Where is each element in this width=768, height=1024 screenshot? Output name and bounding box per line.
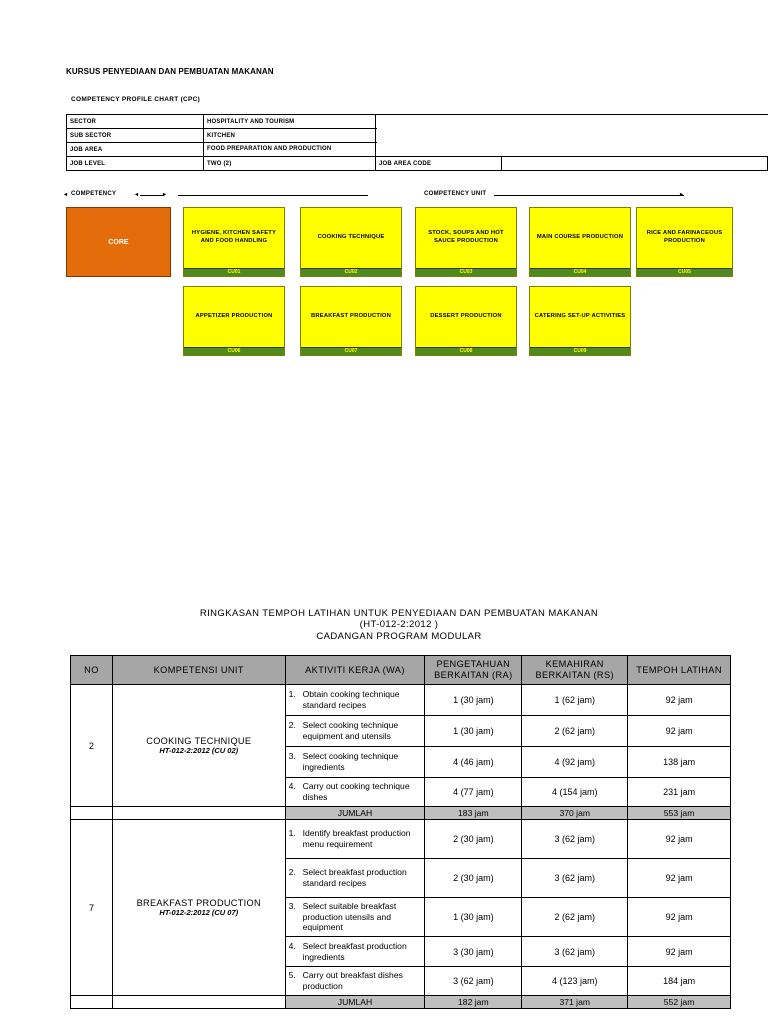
- unit-code: CU07: [301, 347, 401, 355]
- ra-cell: 1 (30 jam): [425, 716, 522, 747]
- jumlah-ra: 183 jam: [425, 807, 522, 820]
- course-title: KURSUS PENYEDIAAN DAN PEMBUATAN MAKANAN: [66, 67, 274, 76]
- unit-code: CU03: [416, 268, 516, 276]
- activity-cell: [285, 859, 425, 898]
- info-blank: [376, 129, 768, 143]
- blank-cell: [112, 996, 285, 1009]
- right-arrow-icon: ▸: [680, 192, 684, 198]
- unit-code: CU08: [416, 347, 516, 355]
- unit-name: DESSERT PRODUCTION: [430, 313, 502, 320]
- unit-code: CU09: [530, 347, 630, 355]
- jumlah-total: 553 jam: [628, 807, 731, 820]
- blank-cell: [71, 807, 113, 820]
- activity-cell: [285, 747, 425, 778]
- activity-number: 2.: [288, 720, 296, 731]
- summary-subtitle: CADANGAN PROGRAM MODULAR: [316, 631, 482, 642]
- rs-cell: 4 (123 jam): [522, 967, 628, 996]
- left-arrow-icon: ◂: [135, 192, 139, 198]
- jumlah-label: JUMLAH: [285, 807, 425, 820]
- chart-title: COMPETENCY PROFILE CHART (CPC): [71, 96, 201, 103]
- blank-cell: [112, 807, 285, 820]
- rs-cell: 3 (62 jam): [522, 820, 628, 859]
- info-blank: [376, 143, 768, 157]
- blank-cell: [71, 996, 113, 1009]
- unit-code: HT-012-2:2012 (CU 07): [159, 908, 239, 917]
- activity-text: Obtain cooking technique standard recipes: [302, 689, 400, 710]
- activity-number: 1.: [288, 828, 296, 839]
- jumlah-label: JUMLAH: [285, 996, 425, 1009]
- arrow-line: [140, 195, 164, 196]
- header-activity: AKTIVITI KERJA (WA): [285, 656, 425, 685]
- row-no: 7: [71, 820, 113, 996]
- total-cell: 92 jam: [628, 937, 731, 967]
- rs-cell: 3 (62 jam): [522, 937, 628, 967]
- ra-cell: 4 (77 jam): [425, 778, 522, 807]
- joblevel-value: TWO (2): [204, 157, 376, 171]
- total-cell: 184 jam: [628, 967, 731, 996]
- unit-name: STOCK, SOUPS AND HOT SAUCE PRODUCTION: [428, 230, 504, 244]
- jumlah-ra: 182 jam: [425, 996, 522, 1009]
- total-row: [71, 807, 731, 820]
- activity-text: Select cooking technique ingredients: [302, 751, 399, 772]
- unit-box-cu08: [415, 286, 517, 356]
- activity-text: Carry out breakfast dishes production: [302, 970, 403, 991]
- activity-cell: [285, 778, 425, 807]
- header-skill: KEMAHIRAN BERKAITAN (RS): [522, 656, 628, 685]
- unit-name: RICE AND FARINACEOUS PRODUCTION: [646, 230, 723, 244]
- core-label: CORE: [108, 238, 129, 246]
- table-row: [71, 685, 731, 716]
- header-duration: TEMPOH LATIHAN: [628, 656, 731, 685]
- unit-box-cu07: [300, 286, 402, 356]
- jobarea-label: JOB AREA: [67, 143, 204, 157]
- right-arrow-icon: ▸: [163, 192, 167, 198]
- unit-box-cu05: [636, 207, 733, 277]
- activity-text: Identify breakfast production menu requirement: [302, 828, 411, 849]
- unit-code: CU01: [184, 268, 284, 276]
- total-row: [71, 996, 731, 1009]
- unit-box-cu02: [300, 207, 402, 277]
- activity-cell: [285, 685, 425, 716]
- activity-number: 3.: [288, 751, 296, 762]
- ra-cell: 4 (46 jam): [425, 747, 522, 778]
- activity-cell: [285, 820, 425, 859]
- rs-cell: 4 (92 jam): [522, 747, 628, 778]
- unit-name: APPETIZER PRODUCTION: [195, 313, 273, 320]
- competency-label: COMPETENCY: [71, 191, 117, 197]
- arrow-line: [494, 195, 684, 196]
- sector-label: SECTOR: [67, 115, 204, 129]
- activity-text: Select breakfast production standard recipes: [302, 867, 407, 888]
- activity-number: 3.: [288, 900, 296, 911]
- activity-cell: [285, 937, 425, 967]
- jumlah-rs: 370 jam: [522, 807, 628, 820]
- activity-number: 2.: [288, 867, 296, 878]
- unit-name: CATERING SET-UP ACTIVITIES: [534, 313, 626, 320]
- unit-box-cu03: [415, 207, 517, 277]
- total-cell: 138 jam: [628, 747, 731, 778]
- unit-name: BREAKFAST PRODUCTION: [136, 898, 261, 908]
- ra-cell: 1 (30 jam): [425, 685, 522, 716]
- core-box: [66, 207, 171, 277]
- rs-cell: 4 (154 jam): [522, 778, 628, 807]
- activity-number: 1.: [288, 689, 296, 700]
- info-blank: [376, 115, 768, 129]
- header-unit: KOMPETENSI UNIT: [112, 656, 285, 685]
- ra-cell: 3 (30 jam): [425, 937, 522, 967]
- unit-box-cu09: [529, 286, 631, 356]
- activity-cell: [285, 967, 425, 996]
- total-cell: 92 jam: [628, 716, 731, 747]
- joblevel-label: JOB LEVEL: [67, 157, 204, 171]
- summary-code: (HT-012-2:2012 ): [359, 619, 439, 630]
- activity-text: Carry out cooking technique dishes: [302, 781, 410, 802]
- table-row: [71, 820, 731, 859]
- subsector-value: KITCHEN: [204, 129, 376, 143]
- unit-box-cu06: [183, 286, 285, 356]
- subsector-label: SUB SECTOR: [67, 129, 204, 143]
- ra-cell: 1 (30 jam): [425, 898, 522, 937]
- rs-cell: 3 (62 jam): [522, 859, 628, 898]
- unit-code: CU04: [530, 268, 630, 276]
- unit-cell: [112, 685, 285, 807]
- unit-name: COOKING TECHNIQUE: [317, 234, 385, 241]
- training-summary-table: [70, 655, 731, 1009]
- total-cell: 231 jam: [628, 778, 731, 807]
- total-cell: 92 jam: [628, 898, 731, 937]
- header-knowledge: PENGETAHUAN BERKAITAN (RA): [425, 656, 522, 685]
- arrow-line: [178, 195, 368, 196]
- activity-cell: [285, 716, 425, 747]
- activity-cell: [285, 898, 425, 937]
- unit-code: CU02: [301, 268, 401, 276]
- rs-cell: 2 (62 jam): [522, 716, 628, 747]
- unit-name: MAIN COURSE PRODUCTION: [536, 234, 624, 241]
- ra-cell: 2 (30 jam): [425, 859, 522, 898]
- row-no: 2: [71, 685, 113, 807]
- unit-cell: [112, 820, 285, 996]
- unit-name: BREAKFAST PRODUCTION: [310, 313, 391, 320]
- jobareacode-value: [502, 157, 768, 171]
- left-arrow-icon: ◂: [64, 192, 68, 198]
- total-cell: 92 jam: [628, 685, 731, 716]
- unit-name: HYGIENE, KITCHEN SAFETY AND FOOD HANDLING: [191, 230, 277, 244]
- summary-title: RINGKASAN TEMPOH LATIHAN UNTUK PENYEDIAAN DAN PEMBUATAN MAKANAN: [199, 608, 599, 619]
- total-cell: 92 jam: [628, 859, 731, 898]
- rs-cell: 1 (62 jam): [522, 685, 628, 716]
- unit-code: CU05: [637, 268, 732, 276]
- header-no: NO: [71, 656, 113, 685]
- unit-box-cu04: [529, 207, 631, 277]
- activity-number: 4.: [288, 940, 296, 951]
- jumlah-total: 552 jam: [628, 996, 731, 1009]
- activity-number: 5.: [288, 970, 296, 981]
- unit-code: HT-012-2:2012 (CU 02): [159, 746, 239, 755]
- activity-text: Select breakfast production ingredients: [302, 940, 407, 962]
- total-cell: 92 jam: [628, 820, 731, 859]
- activity-number: 4.: [288, 781, 296, 792]
- jumlah-rs: 371 jam: [522, 996, 628, 1009]
- ra-cell: 2 (30 jam): [425, 820, 522, 859]
- activity-text: Select cooking technique equipment and utensils: [302, 720, 399, 741]
- unit-code: CU06: [184, 347, 284, 355]
- activity-text: Select suitable breakfast production utensils and equipment: [302, 900, 397, 933]
- jobarea-value: FOOD PREPARATION AND PRODUCTION: [204, 143, 376, 157]
- unit-box-cu01: [183, 207, 285, 277]
- unit-name: COOKING TECHNIQUE: [146, 736, 252, 746]
- jobareacode-label: JOB AREA CODE: [376, 157, 502, 171]
- rs-cell: 2 (62 jam): [522, 898, 628, 937]
- ra-cell: 3 (62 jam): [425, 967, 522, 996]
- competency-unit-label: COMPETENCY UNIT: [424, 191, 487, 197]
- sector-value: HOSPITALITY AND TOURISM: [204, 115, 376, 129]
- job-info-table: [66, 114, 768, 171]
